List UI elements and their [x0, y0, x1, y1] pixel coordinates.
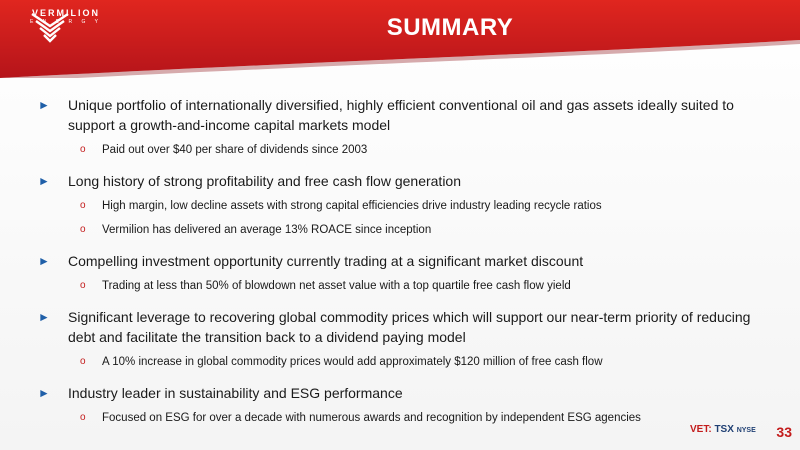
bullet-2 [38, 171, 758, 191]
circle-bullet-icon: o [80, 224, 86, 235]
arrow-bullet-icon: ► [38, 386, 50, 400]
company-logo [30, 8, 102, 25]
bullet-text: Long history of strong profitability and free cash flow generation [68, 173, 462, 189]
logo-chevron-icon [30, 12, 70, 46]
circle-bullet-icon: o [80, 144, 86, 155]
bullet-text: Significant leverage to recovering global commodity prices which will support our near-term priority of reducing debt and facilitate the transition back to a dividend paying model [68, 309, 751, 345]
logo-subtitle: E N E R G Y [30, 19, 102, 25]
sub-bullet-2-2 [38, 221, 758, 239]
circle-bullet-icon: o [80, 412, 86, 423]
arrow-bullet-icon: ► [38, 98, 50, 112]
circle-bullet-icon: o [80, 200, 86, 211]
slide-title: SUMMARY [386, 14, 514, 41]
sub-bullet-text: Paid out over $40 per share of dividends since 2003 [102, 144, 368, 156]
bullet-1 [38, 95, 758, 135]
arrow-bullet-icon: ► [38, 310, 50, 324]
sub-bullet-3-1 [38, 277, 758, 295]
sub-bullet-5-1 [38, 409, 758, 427]
header-banner [0, 0, 800, 78]
sub-bullet-text: A 10% increase in global commodity prices would add approximately $120 million of free cash flow [102, 356, 603, 368]
sub-bullet-text: Vermilion has delivered an average 13% ROACE since inception [102, 224, 432, 236]
bullet-text: Compelling investment opportunity currently trading at a significant market discount [68, 253, 584, 269]
tsx-label: TSX [714, 424, 734, 435]
summary-content [38, 95, 758, 433]
sub-bullet-2-1 [38, 197, 758, 215]
bullet-text: Industry leader in sustainability and ESG performance [68, 385, 403, 401]
bullet-5 [38, 383, 758, 403]
circle-bullet-icon: o [80, 356, 86, 367]
logo-name: VERMILION [31, 8, 100, 18]
page-number: 33 [776, 424, 792, 440]
sub-bullet-text: Focused on ESG for over a decade with numerous awards and recognition by independent ESG agencies [102, 412, 641, 424]
bullet-text: Unique portfolio of internationally diversified, highly efficient conventional oil and gas assets ideally suited to support a growth-and-income capital markets model [68, 97, 734, 133]
arrow-bullet-icon: ► [38, 254, 50, 268]
stock-exchange-badge [690, 424, 756, 435]
nyse-label: NYSE [736, 427, 756, 434]
bullet-3 [38, 251, 758, 271]
circle-bullet-icon: o [80, 280, 86, 291]
sub-bullet-text: High margin, low decline assets with strong capital efficiencies drive industry leading recycle ratios [102, 200, 602, 212]
sub-bullet-1-1 [38, 141, 758, 159]
sub-bullet-4-1 [38, 353, 758, 371]
ticker-label: VET: [690, 424, 712, 435]
sub-bullet-text: Trading at less than 50% of blowdown net asset value with a top quartile free cash flow yield [102, 280, 571, 292]
bullet-4 [38, 307, 758, 347]
arrow-bullet-icon: ► [38, 174, 50, 188]
